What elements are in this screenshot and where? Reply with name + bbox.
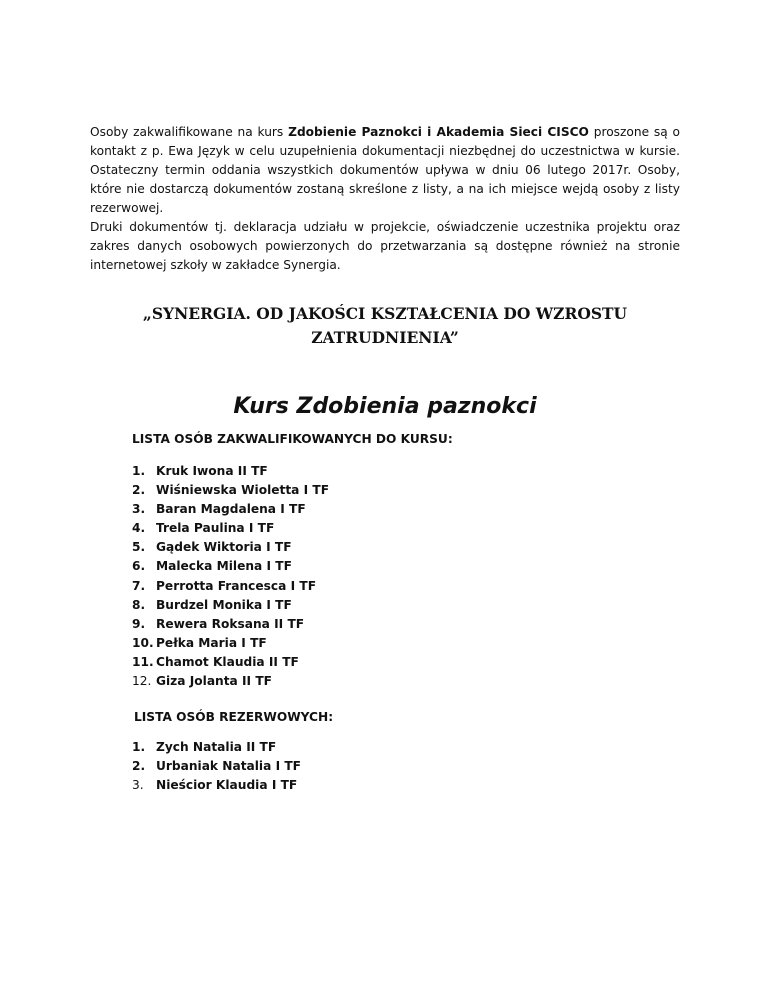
list-item-name: Wiśniewska Wioletta I TF [156, 483, 330, 498]
list-item [132, 653, 329, 672]
list-item-name: Malecka Milena I TF [156, 559, 292, 574]
list-item-name: Rewera Roksana II TF [156, 616, 305, 631]
reserve-list-header: LISTA OSÓB REZERWOWYCH: [134, 710, 334, 724]
list-item-number: 2. [132, 759, 146, 774]
list-item [132, 672, 329, 691]
list-item [132, 462, 329, 481]
course-name: Zdobienie Paznokci i Akademia Sieci CISCO [288, 125, 589, 139]
list-item [132, 634, 329, 653]
list-item [132, 615, 329, 634]
list-item-number: 10. [132, 635, 154, 650]
list-item-name: Burdzel Monika I TF [156, 597, 292, 612]
list-item-name: Perrotta Francesca I TF [156, 578, 317, 593]
list-item-name: Baran Magdalena I TF [156, 502, 306, 517]
course-title: Kurs Zdobienia paznokci [233, 394, 537, 419]
list-item-number: 1. [132, 740, 146, 754]
list-item-number: 1. [132, 464, 146, 478]
list-item [132, 738, 301, 757]
list-item-name: Chamot Klaudia II TF [156, 654, 299, 669]
list-item-name: Gądek Wiktoria I TF [156, 540, 292, 555]
list-item [132, 519, 329, 538]
qualified-list-header: LISTA OSÓB ZAKWALIFIKOWANYCH DO KURSU: [132, 432, 453, 446]
list-item-number: 3. [132, 778, 144, 793]
list-item-number: 8. [132, 597, 146, 612]
list-item-name: Trela Paulina I TF [156, 521, 275, 536]
project-heading: „SYNERGIA. OD JAKOŚCI KSZTAŁCENIA DO WZROSTU ZATRUDNIENIA” [142, 304, 628, 347]
list-item [132, 481, 329, 500]
list-item-number: 3. [132, 502, 146, 517]
intro-text-start: Osoby zakwalifikowane na kurs [90, 125, 289, 139]
list-item-number: 2. [132, 483, 146, 498]
list-item-number: 6. [132, 559, 146, 574]
list-item-name: Giza Jolanta II TF [156, 674, 272, 689]
list-item [132, 757, 301, 776]
list-item-name: Nieścior Klaudia I TF [156, 778, 298, 793]
list-item-name: Zych Natalia II TF [156, 740, 277, 754]
list-item-name: Kruk Iwona II TF [156, 464, 268, 478]
intro-text-rest: proszone są o kontakt z p. Ewa Język w celu uzupełnienia dokumentacji niezbędnej do uczestnictwa w kursie. Ostateczny termin oddania wszystkich dokumentów upływa w dniu 06 lutego 2017r. Osoby, które nie dostarczą dokumentów zostaną skreślone z listy, a na ich miejsce wejdą osoby z listy rezerwowej. [90, 125, 680, 215]
list-item [132, 557, 329, 576]
list-item-number: 9. [132, 616, 146, 631]
list-item-name: Pełka Maria I TF [156, 635, 267, 650]
list-item [132, 538, 329, 557]
documents-paragraph: Druki dokumentów tj. deklaracja udziału w projekcie, oświadczenie uczestnika projektu oraz zakres danych osobowych powierzonych do przetwarzania są dostępne również na stronie internetowej szkoły w zakładce Synergia. [90, 220, 680, 272]
list-item-number: 11. [132, 654, 154, 669]
list-item [132, 596, 329, 615]
list-item-name: Urbaniak Natalia I TF [156, 759, 301, 774]
list-item-number: 5. [132, 540, 146, 555]
list-item [132, 776, 301, 795]
list-item [132, 577, 329, 596]
list-item-number: 7. [132, 578, 146, 593]
list-item [132, 500, 329, 519]
list-item-number: 4. [132, 521, 146, 536]
intro-paragraph [90, 123, 680, 218]
list-item-number: 12. [132, 674, 152, 689]
reserve-list [132, 738, 301, 795]
qualified-list [132, 462, 329, 691]
